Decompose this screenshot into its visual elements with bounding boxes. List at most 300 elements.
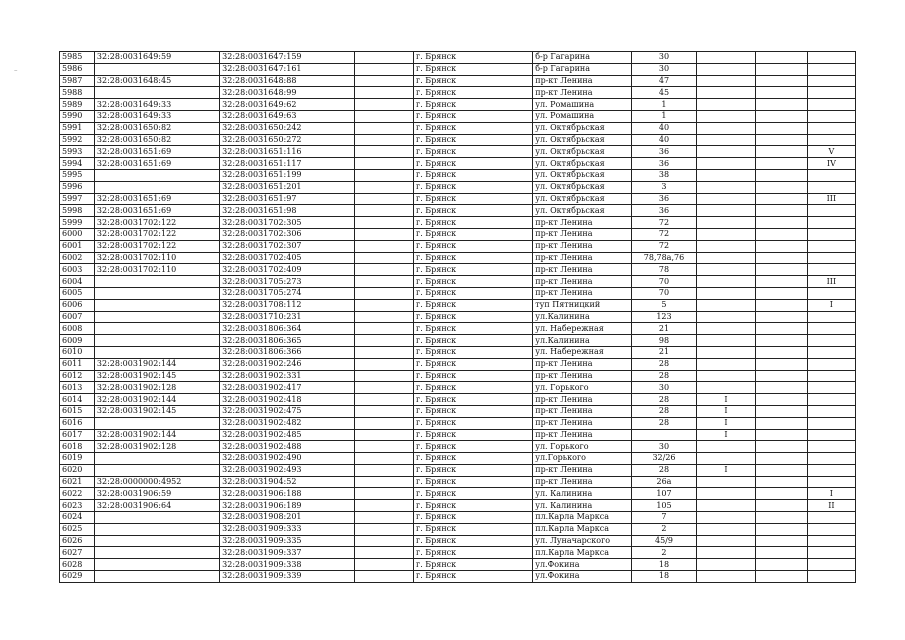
street: пр-кт Ленина	[533, 464, 632, 476]
floor-mark	[807, 335, 855, 347]
row-number: 5987	[60, 75, 95, 87]
extra-mark	[696, 276, 755, 288]
empty-column-2	[755, 99, 807, 111]
floor-mark	[807, 287, 855, 299]
extra-mark	[696, 52, 755, 64]
extra-mark: I	[696, 429, 755, 441]
house-number: 78	[631, 264, 696, 276]
row-number: 6011	[60, 358, 95, 370]
parent-cadastral-number	[94, 453, 219, 465]
empty-column	[355, 571, 414, 583]
row-number: 6000	[60, 228, 95, 240]
extra-mark	[696, 122, 755, 134]
cadastral-number: 32:28:0031902:331	[220, 370, 355, 382]
house-number: 30	[631, 63, 696, 75]
empty-column-2	[755, 287, 807, 299]
empty-column	[355, 488, 414, 500]
city: г. Брянск	[414, 488, 533, 500]
floor-mark	[807, 512, 855, 524]
row-number: 6013	[60, 382, 95, 394]
table-row	[60, 75, 856, 87]
extra-mark	[696, 547, 755, 559]
empty-column-2	[755, 417, 807, 429]
extra-mark	[696, 240, 755, 252]
street: ул.Фокина	[533, 571, 632, 583]
table-row	[60, 523, 856, 535]
floor-mark	[807, 535, 855, 547]
house-number: 36	[631, 146, 696, 158]
parent-cadastral-number: 32:28:0031906:59	[94, 488, 219, 500]
empty-column	[355, 346, 414, 358]
empty-column	[355, 240, 414, 252]
house-number: 107	[631, 488, 696, 500]
cadastral-number: 32:28:0031649:62	[220, 99, 355, 111]
floor-mark	[807, 453, 855, 465]
parent-cadastral-number: 32:28:0031651:69	[94, 146, 219, 158]
extra-mark	[696, 476, 755, 488]
empty-column-2	[755, 476, 807, 488]
city: г. Брянск	[414, 405, 533, 417]
parent-cadastral-number	[94, 464, 219, 476]
row-number: 5997	[60, 193, 95, 205]
parent-cadastral-number	[94, 87, 219, 99]
city: г. Брянск	[414, 287, 533, 299]
table-row	[60, 488, 856, 500]
row-number: 6001	[60, 240, 95, 252]
cadastral-number: 32:28:0031702:409	[220, 264, 355, 276]
empty-column	[355, 158, 414, 170]
cadastral-number: 32:28:0031650:242	[220, 122, 355, 134]
street: пр-кт Ленина	[533, 264, 632, 276]
parent-cadastral-number	[94, 287, 219, 299]
house-number: 1	[631, 99, 696, 111]
table-row	[60, 228, 856, 240]
row-number: 5991	[60, 122, 95, 134]
table-row	[60, 299, 856, 311]
parent-cadastral-number: 32:28:0031902:145	[94, 370, 219, 382]
floor-mark: II	[807, 500, 855, 512]
floor-mark: III	[807, 193, 855, 205]
empty-column-2	[755, 358, 807, 370]
city: г. Брянск	[414, 87, 533, 99]
house-number: 18	[631, 559, 696, 571]
table-row	[60, 335, 856, 347]
row-number: 5995	[60, 169, 95, 181]
cadastral-number: 32:28:0031650:272	[220, 134, 355, 146]
empty-column	[355, 512, 414, 524]
empty-column-2	[755, 394, 807, 406]
extra-mark	[696, 87, 755, 99]
cadastral-number: 32:28:0031902:418	[220, 394, 355, 406]
table-row	[60, 370, 856, 382]
cadastral-number: 32:28:0031648:99	[220, 87, 355, 99]
street: ул. Набережная	[533, 323, 632, 335]
empty-column-2	[755, 122, 807, 134]
floor-mark	[807, 346, 855, 358]
empty-column-2	[755, 512, 807, 524]
floor-mark	[807, 240, 855, 252]
row-number: 6026	[60, 535, 95, 547]
cadastral-number: 32:28:0031649:63	[220, 110, 355, 122]
row-number: 6029	[60, 571, 95, 583]
row-number: 6005	[60, 287, 95, 299]
table-row	[60, 429, 856, 441]
street: б-р Гагарина	[533, 63, 632, 75]
floor-mark	[807, 382, 855, 394]
empty-column-2	[755, 264, 807, 276]
floor-mark	[807, 122, 855, 134]
table-body	[60, 52, 856, 583]
house-number: 18	[631, 571, 696, 583]
street: ул. Октябрьская	[533, 205, 632, 217]
empty-column	[355, 323, 414, 335]
empty-column-2	[755, 134, 807, 146]
city: г. Брянск	[414, 429, 533, 441]
city: г. Брянск	[414, 75, 533, 87]
street: ул.Калинина	[533, 335, 632, 347]
floor-mark	[807, 417, 855, 429]
parent-cadastral-number: 32:28:0031651:69	[94, 158, 219, 170]
house-number: 105	[631, 500, 696, 512]
empty-column	[355, 311, 414, 323]
extra-mark: I	[696, 405, 755, 417]
table-row	[60, 476, 856, 488]
floor-mark	[807, 311, 855, 323]
house-number: 45/9	[631, 535, 696, 547]
cadastral-number: 32:28:0031651:97	[220, 193, 355, 205]
table-row	[60, 405, 856, 417]
street: ул. Октябрьская	[533, 146, 632, 158]
extra-mark	[696, 99, 755, 111]
floor-mark	[807, 217, 855, 229]
empty-column	[355, 228, 414, 240]
empty-column	[355, 429, 414, 441]
row-number: 6021	[60, 476, 95, 488]
empty-column-2	[755, 52, 807, 64]
house-number: 7	[631, 512, 696, 524]
house-number: 47	[631, 75, 696, 87]
extra-mark	[696, 370, 755, 382]
table-row	[60, 264, 856, 276]
table-row	[60, 500, 856, 512]
floor-mark	[807, 252, 855, 264]
street: пр-кт Ленина	[533, 252, 632, 264]
empty-column	[355, 370, 414, 382]
empty-column-2	[755, 535, 807, 547]
empty-column	[355, 299, 414, 311]
city: г. Брянск	[414, 110, 533, 122]
cadastral-number: 32:28:0031902:482	[220, 417, 355, 429]
house-number: 3	[631, 181, 696, 193]
row-number: 6028	[60, 559, 95, 571]
cadastral-number: 32:28:0031710:231	[220, 311, 355, 323]
cadastral-number: 32:28:0031651:201	[220, 181, 355, 193]
row-number: 5993	[60, 146, 95, 158]
street: пр-кт Ленина	[533, 228, 632, 240]
street: ул. Октябрьская	[533, 169, 632, 181]
city: г. Брянск	[414, 559, 533, 571]
extra-mark	[696, 181, 755, 193]
row-number: 6025	[60, 523, 95, 535]
parent-cadastral-number: 32:28:0031902:128	[94, 382, 219, 394]
empty-column	[355, 523, 414, 535]
row-number: 5985	[60, 52, 95, 64]
empty-column-2	[755, 547, 807, 559]
street: пл.Карла Маркса	[533, 547, 632, 559]
parent-cadastral-number: 32:28:0031906:64	[94, 500, 219, 512]
parent-cadastral-number: 32:28:0031649:59	[94, 52, 219, 64]
empty-column-2	[755, 193, 807, 205]
empty-column	[355, 441, 414, 453]
street: ул. Горького	[533, 382, 632, 394]
row-number: 5999	[60, 217, 95, 229]
city: г. Брянск	[414, 299, 533, 311]
empty-column-2	[755, 252, 807, 264]
empty-column-2	[755, 146, 807, 158]
city: г. Брянск	[414, 217, 533, 229]
empty-column	[355, 382, 414, 394]
cadastral-number: 32:28:0031806:364	[220, 323, 355, 335]
street: пр-кт Ленина	[533, 217, 632, 229]
city: г. Брянск	[414, 181, 533, 193]
city: г. Брянск	[414, 52, 533, 64]
row-number: 6017	[60, 429, 95, 441]
row-number: 6014	[60, 394, 95, 406]
city: г. Брянск	[414, 228, 533, 240]
house-number	[631, 429, 696, 441]
empty-column-2	[755, 488, 807, 500]
parent-cadastral-number	[94, 512, 219, 524]
house-number: 40	[631, 122, 696, 134]
extra-mark	[696, 453, 755, 465]
row-number: 5994	[60, 158, 95, 170]
street: пр-кт Ленина	[533, 240, 632, 252]
row-number: 6004	[60, 276, 95, 288]
table-row	[60, 512, 856, 524]
floor-mark: III	[807, 276, 855, 288]
cadastral-number: 32:28:0031909:333	[220, 523, 355, 535]
table-row	[60, 122, 856, 134]
empty-column	[355, 205, 414, 217]
parent-cadastral-number	[94, 523, 219, 535]
street: ул. Октябрьская	[533, 158, 632, 170]
floor-mark	[807, 464, 855, 476]
city: г. Брянск	[414, 276, 533, 288]
empty-column-2	[755, 559, 807, 571]
city: г. Брянск	[414, 441, 533, 453]
row-number: 5989	[60, 99, 95, 111]
extra-mark	[696, 193, 755, 205]
extra-mark	[696, 299, 755, 311]
row-number: 5992	[60, 134, 95, 146]
city: г. Брянск	[414, 547, 533, 559]
row-number: 6007	[60, 311, 95, 323]
street: ул.Горького	[533, 453, 632, 465]
city: г. Брянск	[414, 523, 533, 535]
city: г. Брянск	[414, 370, 533, 382]
parent-cadastral-number	[94, 169, 219, 181]
cadastral-number: 32:28:0031902:490	[220, 453, 355, 465]
parent-cadastral-number	[94, 311, 219, 323]
extra-mark	[696, 382, 755, 394]
street: пр-кт Ленина	[533, 417, 632, 429]
city: г. Брянск	[414, 464, 533, 476]
house-number: 1	[631, 110, 696, 122]
table-row	[60, 464, 856, 476]
house-number: 40	[631, 134, 696, 146]
house-number: 72	[631, 240, 696, 252]
parent-cadastral-number: 32:28:0031702:110	[94, 264, 219, 276]
empty-column	[355, 276, 414, 288]
empty-column-2	[755, 500, 807, 512]
table-row	[60, 134, 856, 146]
parent-cadastral-number	[94, 547, 219, 559]
street: ул. Октябрьская	[533, 134, 632, 146]
cadastral-number: 32:28:0031908:201	[220, 512, 355, 524]
cadastral-number: 32:28:0031902:485	[220, 429, 355, 441]
floor-mark	[807, 476, 855, 488]
parent-cadastral-number	[94, 299, 219, 311]
table-row	[60, 193, 856, 205]
parent-cadastral-number	[94, 335, 219, 347]
empty-column	[355, 405, 414, 417]
street: пл.Карла Маркса	[533, 523, 632, 535]
house-number: 30	[631, 441, 696, 453]
table-row	[60, 217, 856, 229]
parent-cadastral-number: 32:28:0031902:144	[94, 394, 219, 406]
house-number: 38	[631, 169, 696, 181]
empty-column-2	[755, 453, 807, 465]
parent-cadastral-number: 32:28:0031648:45	[94, 75, 219, 87]
row-number: 5988	[60, 87, 95, 99]
table-row	[60, 323, 856, 335]
house-number: 28	[631, 370, 696, 382]
cadastral-number: 32:28:0031909:337	[220, 547, 355, 559]
floor-mark	[807, 405, 855, 417]
empty-column	[355, 335, 414, 347]
cadastral-number: 32:28:0031909:335	[220, 535, 355, 547]
street: пр-кт Ленина	[533, 429, 632, 441]
cadastral-number: 32:28:0031651:98	[220, 205, 355, 217]
extra-mark	[696, 311, 755, 323]
extra-mark	[696, 346, 755, 358]
row-number: 6020	[60, 464, 95, 476]
floor-mark	[807, 99, 855, 111]
city: г. Брянск	[414, 476, 533, 488]
street: пр-кт Ленина	[533, 87, 632, 99]
street: ул. Калинина	[533, 488, 632, 500]
house-number: 78,78а,76	[631, 252, 696, 264]
empty-column	[355, 417, 414, 429]
street: пр-кт Ленина	[533, 276, 632, 288]
floor-mark	[807, 559, 855, 571]
parent-cadastral-number	[94, 63, 219, 75]
empty-column	[355, 169, 414, 181]
city: г. Брянск	[414, 99, 533, 111]
parent-cadastral-number	[94, 559, 219, 571]
table-row	[60, 571, 856, 583]
house-number: 2	[631, 547, 696, 559]
table-row	[60, 110, 856, 122]
parent-cadastral-number	[94, 276, 219, 288]
empty-column-2	[755, 181, 807, 193]
house-number: 21	[631, 346, 696, 358]
street: б-р Гагарина	[533, 52, 632, 64]
parent-cadastral-number: 32:28:0031702:122	[94, 228, 219, 240]
table-row	[60, 311, 856, 323]
floor-mark	[807, 394, 855, 406]
row-number: 5986	[60, 63, 95, 75]
city: г. Брянск	[414, 358, 533, 370]
parent-cadastral-number: 32:28:0031651:69	[94, 205, 219, 217]
empty-column-2	[755, 276, 807, 288]
empty-column-2	[755, 311, 807, 323]
empty-column	[355, 63, 414, 75]
house-number: 36	[631, 193, 696, 205]
empty-column	[355, 394, 414, 406]
row-number: 6009	[60, 335, 95, 347]
house-number: 28	[631, 464, 696, 476]
empty-column	[355, 358, 414, 370]
house-number: 72	[631, 228, 696, 240]
table-row	[60, 547, 856, 559]
city: г. Брянск	[414, 394, 533, 406]
floor-mark: IV	[807, 158, 855, 170]
cadastral-number: 32:28:0031806:366	[220, 346, 355, 358]
cadastral-number: 32:28:0031909:338	[220, 559, 355, 571]
extra-mark	[696, 228, 755, 240]
table-row	[60, 181, 856, 193]
empty-column-2	[755, 217, 807, 229]
empty-column-2	[755, 571, 807, 583]
parent-cadastral-number: 32:28:0031902:144	[94, 429, 219, 441]
cadastral-number: 32:28:0031708:112	[220, 299, 355, 311]
extra-mark	[696, 134, 755, 146]
parent-cadastral-number	[94, 417, 219, 429]
city: г. Брянск	[414, 335, 533, 347]
street: ул. Октябрьская	[533, 122, 632, 134]
parent-cadastral-number: 32:28:0031651:69	[94, 193, 219, 205]
table-row	[60, 63, 856, 75]
cadastral-number: 32:28:0031906:188	[220, 488, 355, 500]
house-number: 21	[631, 323, 696, 335]
cadastral-number: 32:28:0031705:273	[220, 276, 355, 288]
empty-column-2	[755, 299, 807, 311]
city: г. Брянск	[414, 240, 533, 252]
street: пр-кт Ленина	[533, 405, 632, 417]
city: г. Брянск	[414, 311, 533, 323]
table-row	[60, 146, 856, 158]
row-number: 6027	[60, 547, 95, 559]
row-number: 5990	[60, 110, 95, 122]
house-number: 72	[631, 217, 696, 229]
empty-column	[355, 134, 414, 146]
street: пр-кт Ленина	[533, 370, 632, 382]
parent-cadastral-number	[94, 323, 219, 335]
floor-mark	[807, 169, 855, 181]
row-number: 5998	[60, 205, 95, 217]
street: пр-кт Ленина	[533, 394, 632, 406]
empty-column-2	[755, 335, 807, 347]
extra-mark	[696, 252, 755, 264]
empty-column-2	[755, 382, 807, 394]
row-number: 6023	[60, 500, 95, 512]
floor-mark	[807, 181, 855, 193]
empty-column	[355, 75, 414, 87]
empty-column	[355, 287, 414, 299]
empty-column-2	[755, 523, 807, 535]
extra-mark	[696, 358, 755, 370]
